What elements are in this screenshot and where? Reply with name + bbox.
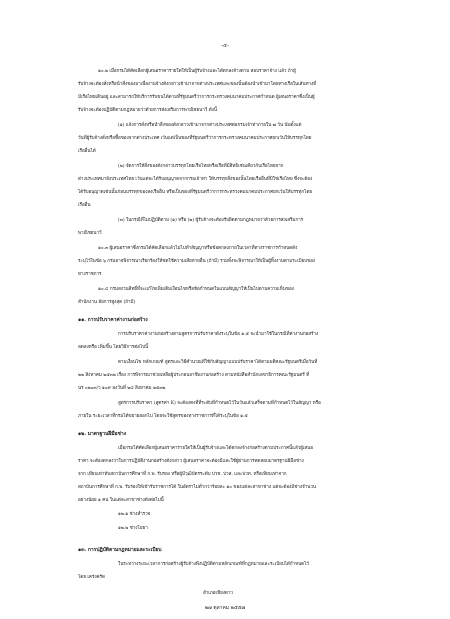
text-line: สำนักงาน อัยการสูงสุด (ถ้ามี)	[78, 300, 136, 305]
text-line: พาณิชยนาวี	[78, 231, 102, 236]
text-line: รับจ้างจะต้องสั่งหรือนำสิ่งของมาเพื่องานจ้างดังกล่าวเข้ามาจากต่างประเทศและของนั้นต้องนำเข้ามาโดยทางเรือในเส้นทางที่	[78, 82, 317, 87]
text-line: ได้รับอนุญาตเช่นนั้นก่อนบรรทุกของลงเรืออื่น หรือเป็นของที่รัฐมนตรีว่าการกระทรวงคมนาคมประกาศยกเว้นให้บรรทุกโดย	[78, 190, 313, 195]
text-line: (๑) แจ้งการสั่งหรือนำสิ่งของดังกล่าวเข้ามาจากต่างประเทศต่อกรมเจ้าท่าภายใน ๗ วัน นับตั้งแต่	[118, 123, 302, 128]
text-line: การปรับราคาค่างานก่อสร้างตามสูตรการปรับราคาดังระบุในข้อ ๑.๕ จะนำมาใช้ในกรณีที่ค่างานก่อสร้าง	[118, 332, 319, 337]
text-line: ตามเงื่อนไข หลักเกณฑ์ สูตรและวิธีคำนวณที่ใช้กับสัญญาแบบปรับราคาได้ตามมติคณะรัฐมนตรีเมื่อวันที่	[118, 360, 318, 365]
text-line: (๒) จัดการให้สิ่งของดังกล่าวบรรทุกโดยเรือไทยหรือเรือที่มีสิทธิเช่นเดียวกับเรือไทยจาก	[118, 164, 284, 169]
section-heading: ๑๓. การปฏิบัติตามกฎหมายและระเบียบ	[78, 547, 162, 553]
text-line: (๓) ในกรณีที่ไม่ปฏิบัติตาม (๑) หรือ (๒) ผู้รับจ้างจะต้องรับผิดตามกฎหมายว่าด้วยการส่งเสริมการ	[118, 218, 304, 223]
text-line: ๑๒.๑ ช่างสำรวจ	[118, 512, 151, 517]
section-heading: ๑๑. การปรับราคาค่างานก่อสร้าง	[78, 317, 148, 323]
text-line: อย่างน้อย ๑ คน ในแต่ละสาขาช่างดังต่อไปนี้	[78, 498, 164, 503]
text-line: ระบุไว้ในข้อ ๖ กรมอาจพิจารณาเรียกร้องให้ชดใช้ความเสียหายอื่น (ถ้ามี) รวมทั้งจะพิจารณาให้เป็นผู้ทิ้งงานตามระเบียบของ	[78, 259, 316, 264]
text-line: เรืออื่น	[78, 203, 91, 208]
text-line: ๒๒ สิงหาคม ๒๕๓๒ เรื่อง การพิจารณาช่วยเหลือผู้ประกอบอาชีพงานก่อสร้าง ตามหนังสือสำนักเลขาธิการคณะรัฐมนตรี ที่	[78, 373, 310, 378]
text-line: มีเรือไทยเดินอยู่ และสามารถให้บริการรับขนได้ตามที่รัฐมนตรีว่าการกระทรวงคมนาคมประกาศกำหนด ผู้เสนอราคาซึ่งเป็นผู้	[78, 95, 315, 100]
text-line: นร ๐๒๐๓/ว ๑๐๙ ลงวันที่ ๒๔ สิงหาคม ๒๕๓๒	[78, 386, 166, 391]
text-line: ๑๐.๓ ผู้เสนอราคาซึ่งกรมได้คัดเลือกแล้วไม่ไปทำสัญญาหรือข้อตกลงภายในเวลาที่ทางราชการกำหนดดัง	[98, 246, 298, 251]
text-line: ต่างประเทศมายังประเทศไทย เว้นแต่จะได้รับอนุญาตจากกรมเจ้าท่า ให้บรรทุกสิ่งของนั้นโดยเรืออื่นที่มิใช่เรือไทย ซึ่งจะต้อง	[78, 177, 313, 182]
text-line: ราคา จะต้องตกลงว่าในการปฏิบัติงานก่อสร้างดังกล่าว ผู้เสนอราคาจะต้องมีและใช้ผู้ผ่านการทดสอบมาตรฐานฝีมือช่าง	[78, 459, 304, 464]
text-line: ลดลงหรือ เพิ่มขึ้น โดยวิธีการต่อไปนี้	[78, 345, 149, 350]
document-date: ๒๗ ตุลาคม ๒๕๕๗	[204, 605, 246, 611]
text-line: ๑๐.๒ เมื่อกรมได้คัดเลือกผู้เสนอราคารายใดให้เป็นผู้รับจ้างและได้ตกลงจ้างตาม สอบราคาจ้าง แล้ว ถ้าผู้	[98, 69, 296, 74]
text-line: สถาบันการศึกษาที่ ก.พ. รับรองให้เข้ารับราชการได้ ในอัตราไม่ต่ำกว่าร้อยละ ๑๐ ของแต่ละสาขาช่าง แต่จะต้องมีช่างจำนวน	[78, 485, 316, 490]
text-line: เมื่อกรมได้คัดเลือกผู้เสนอราคารายใดให้เป็นผู้รับจ้างและได้ตกลงจ้างก่อสร้างตามประกาศนี้แล้วผู้เสนอ	[118, 446, 313, 451]
text-line: สูตรการปรับราคา (สูตรค่า K) จะต้องคงที่ที่ระดับที่กำหนดไว้ในวันแล้วเสร็จตามที่กำหนดไว้ในสัญญา หรือ	[118, 401, 321, 406]
text-line: อำเภอเชียงดาว	[203, 591, 233, 596]
text-line: รับจ้างจะต้องปฏิบัติตามกฎหมายว่าด้วยการส่งเสริมการพาณิชยนาวี ดังนี้	[78, 108, 217, 113]
text-line: วันที่ผู้รับจ้างสั่งหรือซื้อของจากต่างประเทศ เว้นแต่เป็นของที่รัฐมนตรีว่าการกระทรวงคมนาคมประกาศยกเว้นให้บรรทุกโดย	[78, 136, 312, 141]
text-line: ในระหว่างระยะเวลาการก่อสร้างผู้รับจ้างพึงปฏิบัติตามหลักเกณฑ์ที่กฎหมายและระเบียบได้กำหนดไว้	[118, 562, 309, 567]
text-line: เรืออื่นได้	[78, 149, 96, 154]
page-number: -๕-	[221, 43, 229, 49]
text-line: ทางราชการ	[78, 272, 102, 277]
text-line: จาก เทียบเท่าทับสถาบันการศึกษาที่ ก.พ. รับรอง หรือผู้มีวุฒิบัตรระดับ ปวช. ปวส. และปวท. หรือเทียบเท่าจาก	[78, 472, 287, 477]
text-line: ๑๐.๔ กรมสงวนสิทธิ์ที่จะแก้ไขเพิ่มเติมเงื่อนไขหรือข้อกำหนดในแบบสัญญาให้เป็นไปตามความเห็นของ	[98, 287, 294, 292]
text-line: ภายใน ระยะเวลาที่กรมได้ขยายออกไป โดยจะใช้สูตรของทางราชการที่ได้ระบุในข้อ ๑.๕	[78, 414, 248, 419]
text-line: ๑๒.๒ ช่างโยธา	[118, 526, 148, 531]
section-heading: ๑๒. มาตรฐานฝีมือช่าง	[78, 431, 126, 437]
text-line: โดย เคร่งครัด	[78, 575, 105, 580]
